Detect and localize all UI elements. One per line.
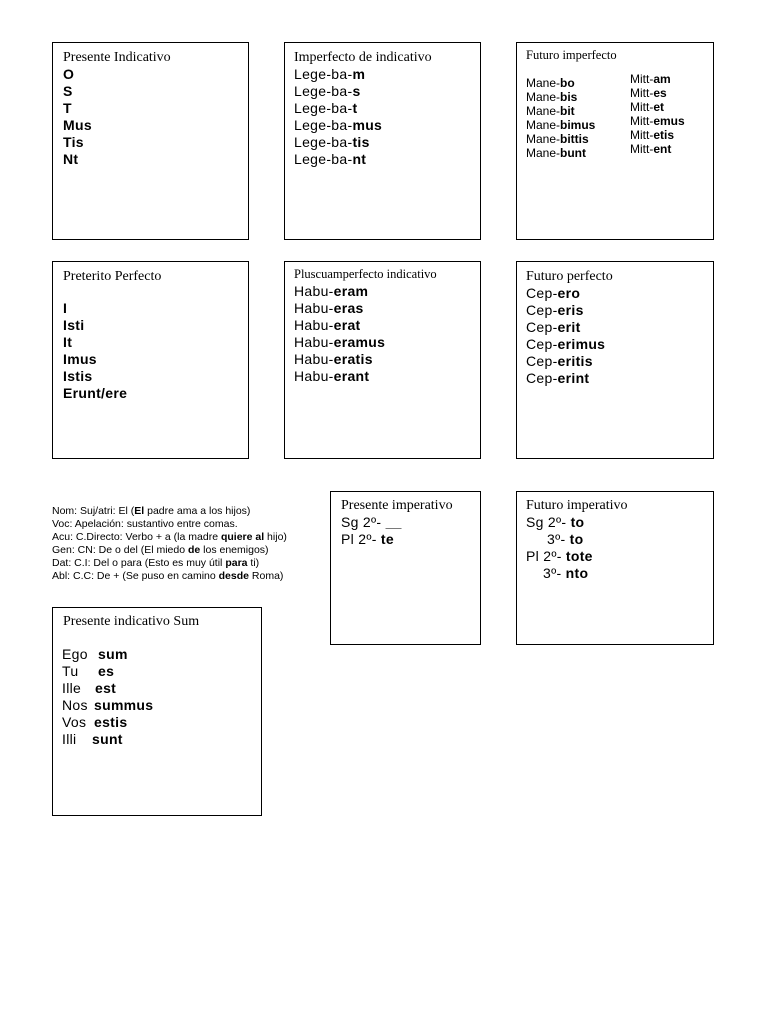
note-genitivo: Gen: CN: De o del (El miedo de los enemigos) xyxy=(52,544,269,556)
conjugation-row xyxy=(294,66,382,83)
conjugation-row xyxy=(294,100,382,117)
ending: bit xyxy=(560,104,575,118)
imperative-row xyxy=(341,514,402,531)
pronoun: Ille xyxy=(62,680,82,696)
box-title: Presente imperativo xyxy=(341,498,453,513)
verb-form: est xyxy=(95,680,117,696)
ending: Tis xyxy=(63,134,84,150)
conjugation-row xyxy=(630,72,685,86)
conjugation-row xyxy=(630,142,685,156)
conjugation-row xyxy=(526,285,605,302)
mitt-column xyxy=(630,72,685,156)
conjugation-row xyxy=(294,117,382,134)
futuro-imperfecto-box xyxy=(516,42,714,240)
stem: Habu- xyxy=(294,334,334,350)
ending: eras xyxy=(333,300,364,316)
ending: erat xyxy=(333,317,361,333)
box-title: Futuro imperfecto xyxy=(526,48,617,62)
presente-indicativo-box xyxy=(52,42,249,240)
box-title: Futuro imperativo xyxy=(526,498,628,513)
imperative-row xyxy=(526,565,593,582)
note-nominativo: Nom: Suj/atri: El (El padre ama a los hijos) xyxy=(52,505,251,517)
stem: Cep- xyxy=(526,302,558,318)
conjugation-row xyxy=(294,351,385,368)
stem: Lege-ba- xyxy=(294,151,353,167)
person-label: Sg 2º- xyxy=(341,514,386,530)
conjugation-row xyxy=(526,118,595,132)
stem: Lege-ba- xyxy=(294,134,353,150)
ending: Erunt/ere xyxy=(63,385,128,401)
stem: Mane- xyxy=(526,118,561,132)
ending: bunt xyxy=(560,146,587,160)
ending: erimus xyxy=(557,336,606,352)
conjugation-row xyxy=(526,90,595,104)
ending: s xyxy=(352,83,361,99)
conjugation-row xyxy=(294,83,382,100)
ending: eris xyxy=(557,302,584,318)
ending: Istis xyxy=(63,368,93,384)
conjugation-row xyxy=(294,151,382,168)
stem: Mitt- xyxy=(630,100,654,114)
ending: bo xyxy=(560,76,575,90)
imperative-list xyxy=(341,514,402,548)
sum-row xyxy=(62,731,153,748)
stem: Mitt- xyxy=(630,114,654,128)
stem: Mane- xyxy=(526,132,561,146)
stem: Cep- xyxy=(526,353,558,369)
ending: Mus xyxy=(63,117,92,133)
stem: Habu- xyxy=(294,317,334,333)
note-vocativo: Voc: Apelación: sustantivo entre comas. xyxy=(52,518,238,530)
box-title: Pluscuamperfecto indicativo xyxy=(294,267,437,281)
box-title: Presente indicativo Sum xyxy=(63,614,200,629)
conjugation-row xyxy=(526,104,595,118)
sum-row xyxy=(62,680,153,697)
conjugation-row xyxy=(630,128,685,142)
ending: Imus xyxy=(63,351,97,367)
verb-form: es xyxy=(98,663,115,679)
conjugation-row xyxy=(294,300,385,317)
conjugation-row xyxy=(526,146,595,160)
box-title: Preterito Perfecto xyxy=(63,269,162,284)
verb-form: summus xyxy=(94,697,154,713)
conjugation-row xyxy=(294,334,385,351)
ending: erant xyxy=(333,368,370,384)
conjugation-row xyxy=(294,368,385,385)
stem: Habu- xyxy=(294,283,334,299)
ending: __ xyxy=(385,514,402,530)
ending: nto xyxy=(565,565,589,581)
ending: am xyxy=(653,72,671,86)
stem: Mitt- xyxy=(630,72,654,86)
presente-imperativo-box xyxy=(330,491,481,645)
sum-row xyxy=(62,646,153,663)
note-dativo: Dat: C.I: Del o para (Esto es muy útil para ti) xyxy=(52,557,260,569)
stem: Mane- xyxy=(526,146,561,160)
conjugation-row xyxy=(294,134,382,151)
conjugation-row xyxy=(526,319,605,336)
ending: S xyxy=(63,83,73,99)
person-label: Pl 2º- xyxy=(341,531,381,547)
stem: Cep- xyxy=(526,370,558,386)
ending: bis xyxy=(560,90,578,104)
ending: to xyxy=(569,531,584,547)
ending: Isti xyxy=(63,317,85,333)
sum-row xyxy=(62,663,153,680)
ending: O xyxy=(63,66,75,82)
box-title: Futuro perfecto xyxy=(526,269,613,284)
case-notes xyxy=(52,505,287,583)
ending: nt xyxy=(352,151,367,167)
stem: Mane- xyxy=(526,104,561,118)
stem: Mane- xyxy=(526,90,561,104)
conjugation-row xyxy=(526,76,595,90)
ending: eramus xyxy=(333,334,386,350)
stem: Cep- xyxy=(526,285,558,301)
pluscuamperfecto-box xyxy=(284,261,481,459)
note-ablativo: Abl: C.C: De + (Se puso en camino desde Roma) xyxy=(52,570,284,582)
ending: ent xyxy=(653,142,672,156)
presente-indicativo-sum-box xyxy=(52,607,262,816)
ending: I xyxy=(63,300,68,316)
pronoun: Vos xyxy=(62,714,87,730)
futuro-imperativo-box xyxy=(516,491,714,645)
ending: Nt xyxy=(63,151,79,167)
conjugation-list xyxy=(294,66,382,168)
endings-list xyxy=(63,66,92,168)
ending: bimus xyxy=(560,118,596,132)
pronoun: Nos xyxy=(62,697,88,713)
conjugation-row xyxy=(526,370,605,387)
ending: bittis xyxy=(560,132,589,146)
stem: Habu- xyxy=(294,351,334,367)
ending: etis xyxy=(653,128,675,142)
person-label: Pl 2º- xyxy=(526,548,566,564)
ending: ero xyxy=(557,285,581,301)
imperative-row xyxy=(526,514,593,531)
verb-form: estis xyxy=(94,714,128,730)
pronoun: Ego xyxy=(62,646,88,662)
ending: erint xyxy=(557,370,590,386)
futuro-perfecto-box xyxy=(516,261,714,459)
preterito-perfecto-box xyxy=(52,261,249,459)
sum-row xyxy=(62,697,153,714)
imperfecto-indicativo-box xyxy=(284,42,481,240)
stem: Lege-ba- xyxy=(294,66,353,82)
note-acusativo: Acu: C.Directo: Verbo + a (la madre quiere al hijo) xyxy=(52,531,287,543)
ending: erit xyxy=(557,319,581,335)
box-title: Presente Indicativo xyxy=(63,50,171,65)
ending: et xyxy=(653,100,664,114)
ending: eratis xyxy=(333,351,373,367)
conjugation-row xyxy=(630,86,685,100)
conjugation-row xyxy=(294,283,385,300)
conjugation-row xyxy=(526,353,605,370)
stem: Cep- xyxy=(526,336,558,352)
ending: te xyxy=(380,531,394,547)
ending: eram xyxy=(333,283,369,299)
stem: Habu- xyxy=(294,300,334,316)
imperative-list xyxy=(526,514,593,582)
ending: t xyxy=(352,100,358,116)
verb-form: sunt xyxy=(92,731,123,747)
conjugation-list xyxy=(526,285,605,387)
ending: T xyxy=(63,100,72,116)
conjugation-row xyxy=(526,302,605,319)
stem: Lege-ba- xyxy=(294,117,353,133)
ending: es xyxy=(653,86,667,100)
mane-column xyxy=(526,76,595,160)
stem: Lege-ba- xyxy=(294,83,353,99)
ending: mus xyxy=(352,117,383,133)
imperative-row xyxy=(526,548,593,565)
stem: Cep- xyxy=(526,319,558,335)
conjugation-row xyxy=(526,336,605,353)
person-label: Sg 2º- xyxy=(526,514,571,530)
stem: Mane- xyxy=(526,76,561,90)
sum-row xyxy=(62,714,153,731)
pronoun: Tu xyxy=(62,663,79,679)
stem: Mitt- xyxy=(630,128,654,142)
conjugation-list xyxy=(294,283,385,385)
ending: tis xyxy=(352,134,370,150)
conjugation-row xyxy=(294,317,385,334)
conjugation-row xyxy=(526,132,595,146)
ending: eritis xyxy=(557,353,593,369)
conjugation-row xyxy=(630,114,685,128)
conjugation-row xyxy=(630,100,685,114)
stem: Mitt- xyxy=(630,142,654,156)
verb-form: sum xyxy=(98,646,128,662)
box-title: Imperfecto de indicativo xyxy=(294,50,432,65)
ending: It xyxy=(63,334,73,350)
stem: Lege-ba- xyxy=(294,100,353,116)
person-label: 3º- xyxy=(543,565,566,581)
imperative-row xyxy=(341,531,402,548)
endings-list xyxy=(63,300,127,402)
ending: emus xyxy=(653,114,685,128)
ending: tote xyxy=(565,548,593,564)
stem: Habu- xyxy=(294,368,334,384)
person-label: 3º- xyxy=(547,531,570,547)
imperative-row xyxy=(526,531,593,548)
sum-conjugation xyxy=(62,646,153,748)
stem: Mitt- xyxy=(630,86,654,100)
ending: m xyxy=(352,66,366,82)
pronoun: Illi xyxy=(62,731,77,747)
ending: to xyxy=(570,514,585,530)
